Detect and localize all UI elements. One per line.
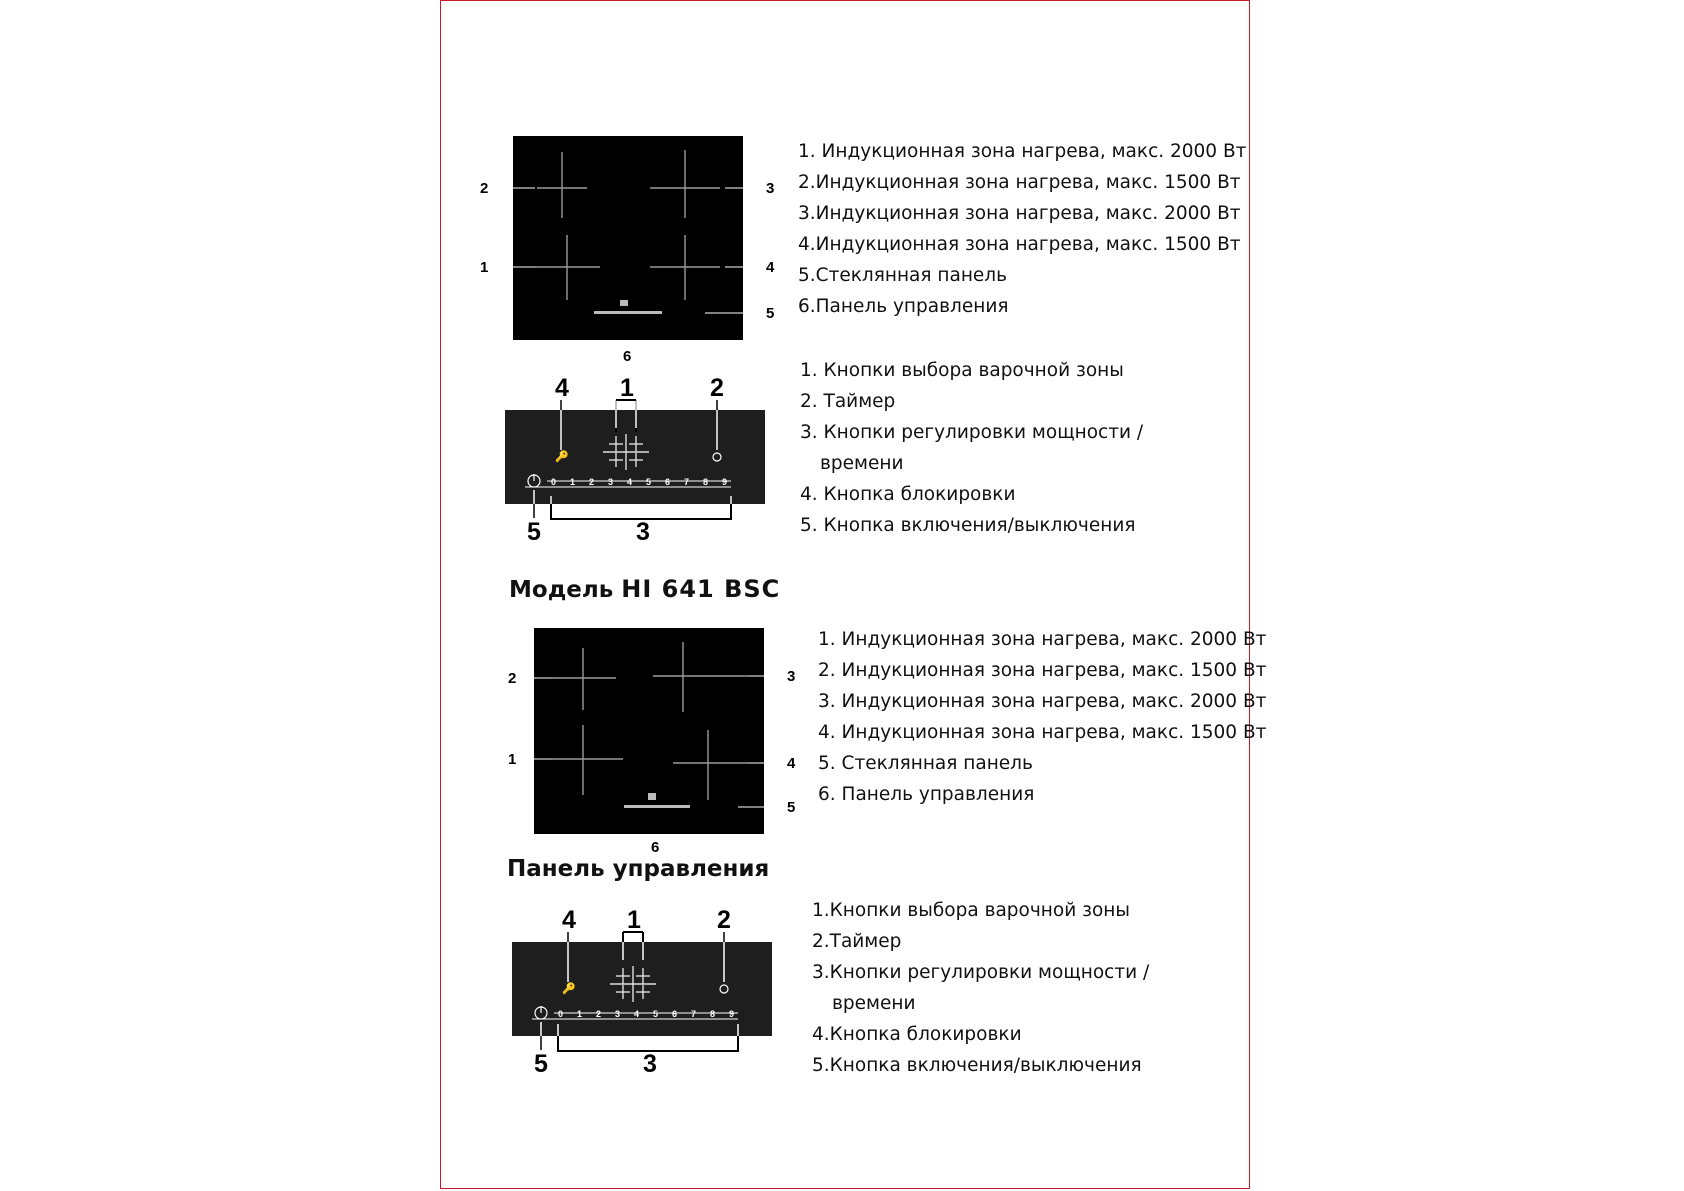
callout-3: 3 <box>766 180 775 197</box>
control-panel-diagram-1 <box>505 368 775 546</box>
callout-5: 5 <box>787 799 796 816</box>
slider-tick: 7 <box>691 1009 697 1019</box>
slider-tick: 5 <box>646 477 652 487</box>
callout-2: 2 <box>508 670 517 687</box>
panel-callout-4: 4 <box>555 374 569 402</box>
legend-item: 1. Индукционная зона нагрева, макс. 2000 Вт <box>798 141 1247 162</box>
legend-item: 1. Кнопки выбора варочной зоны <box>800 360 1124 381</box>
model-prefix: Модель <box>509 577 614 603</box>
slider-tick: 5 <box>653 1009 659 1019</box>
callout-6: 6 <box>623 348 632 365</box>
panel-callout-1: 1 <box>627 906 641 934</box>
slider-tick: 2 <box>596 1009 602 1019</box>
legend-item: 4. Индукционная зона нагрева, макс. 1500 Вт <box>818 722 1267 743</box>
slider-tick: 0 <box>551 477 557 487</box>
slider-tick: 0 <box>558 1009 564 1019</box>
lock-icon[interactable]: 🔑 <box>562 983 576 995</box>
callout-1: 1 <box>480 259 489 276</box>
callout-1: 1 <box>508 751 517 768</box>
slider-tick: 3 <box>615 1009 621 1019</box>
model-heading <box>509 575 780 603</box>
panel-callout-4: 4 <box>562 906 576 934</box>
control-panel-glass <box>512 942 772 1036</box>
legend-item: 6. Панель управления <box>818 784 1035 805</box>
legend-item: 6.Панель управления <box>798 296 1009 317</box>
legend-item: 3.Кнопки регулировки мощности / <box>812 962 1150 983</box>
callout-4: 4 <box>787 755 796 772</box>
control-panel-diagram-2 <box>512 900 782 1078</box>
model-name: HI 641 BSC <box>621 575 781 603</box>
callout-4: 4 <box>766 259 775 276</box>
panel-callout-1: 1 <box>620 374 634 402</box>
legend-item: 2.Индукционная зона нагрева, макс. 1500 Вт <box>798 172 1241 193</box>
legend-item: 4. Кнопка блокировки <box>800 484 1016 505</box>
slider-tick: 6 <box>672 1009 678 1019</box>
slider-tick: 3 <box>608 477 614 487</box>
slider-tick: 1 <box>570 477 576 487</box>
panel-callout-5: 5 <box>527 518 541 546</box>
slider-tick: 8 <box>710 1009 716 1019</box>
panel-callout-2: 2 <box>717 906 731 934</box>
slider-tick: 4 <box>634 1009 640 1019</box>
legend-item: 2.Таймер <box>812 931 902 952</box>
hob-legend-2 <box>818 624 1266 810</box>
slider-tick: 4 <box>627 477 633 487</box>
panel-callout-3: 3 <box>643 1050 657 1078</box>
slider-tick: 9 <box>729 1009 735 1019</box>
slider-tick: 6 <box>665 477 671 487</box>
slider-tick: 2 <box>589 477 595 487</box>
legend-item: 5. Кнопка включения/выключения <box>800 515 1136 536</box>
legend-item: 5.Кнопка включения/выключения <box>812 1055 1142 1076</box>
legend-item: 1. Индукционная зона нагрева, макс. 2000 Вт <box>818 629 1267 650</box>
panel-legend-1 <box>800 355 1143 541</box>
legend-item: 4.Индукционная зона нагрева, макс. 1500 Вт <box>798 234 1241 255</box>
legend-item: 2. Индукционная зона нагрева, макс. 1500 Вт <box>818 660 1267 681</box>
glass-panel <box>534 628 764 834</box>
legend-item: 1.Кнопки выбора варочной зоны <box>812 900 1130 921</box>
legend-item: времени <box>820 453 904 474</box>
legend-item: 3. Кнопки регулировки мощности / <box>800 422 1144 443</box>
slider-tick: 9 <box>722 477 728 487</box>
slider-tick: 7 <box>684 477 690 487</box>
panel-callout-3: 3 <box>636 518 650 546</box>
legend-item: 3.Индукционная зона нагрева, макс. 2000 Вт <box>798 203 1241 224</box>
legend-item: 5. Стеклянная панель <box>818 753 1033 774</box>
slider-tick: 8 <box>703 477 709 487</box>
glass-panel <box>513 136 743 340</box>
panel-callout-5: 5 <box>534 1050 548 1078</box>
hob-diagram-1 <box>480 130 780 370</box>
hob-legend-1 <box>798 136 1246 322</box>
legend-item: 4.Кнопка блокировки <box>812 1024 1022 1045</box>
callout-6: 6 <box>651 839 660 856</box>
callout-3: 3 <box>787 668 796 685</box>
panel-callout-2: 2 <box>710 374 724 402</box>
slider-tick: 1 <box>577 1009 583 1019</box>
lock-icon[interactable]: 🔑 <box>555 451 569 463</box>
panel-legend-2 <box>812 895 1149 1081</box>
legend-item: 2. Таймер <box>800 391 896 412</box>
callout-5: 5 <box>766 305 775 322</box>
panel-heading: Панель управления <box>507 856 770 882</box>
hob-diagram-2 <box>508 620 808 860</box>
legend-item: времени <box>832 993 916 1014</box>
legend-item: 5.Стеклянная панель <box>798 265 1008 286</box>
legend-item: 3. Индукционная зона нагрева, макс. 2000 Вт <box>818 691 1267 712</box>
callout-2: 2 <box>480 180 489 197</box>
